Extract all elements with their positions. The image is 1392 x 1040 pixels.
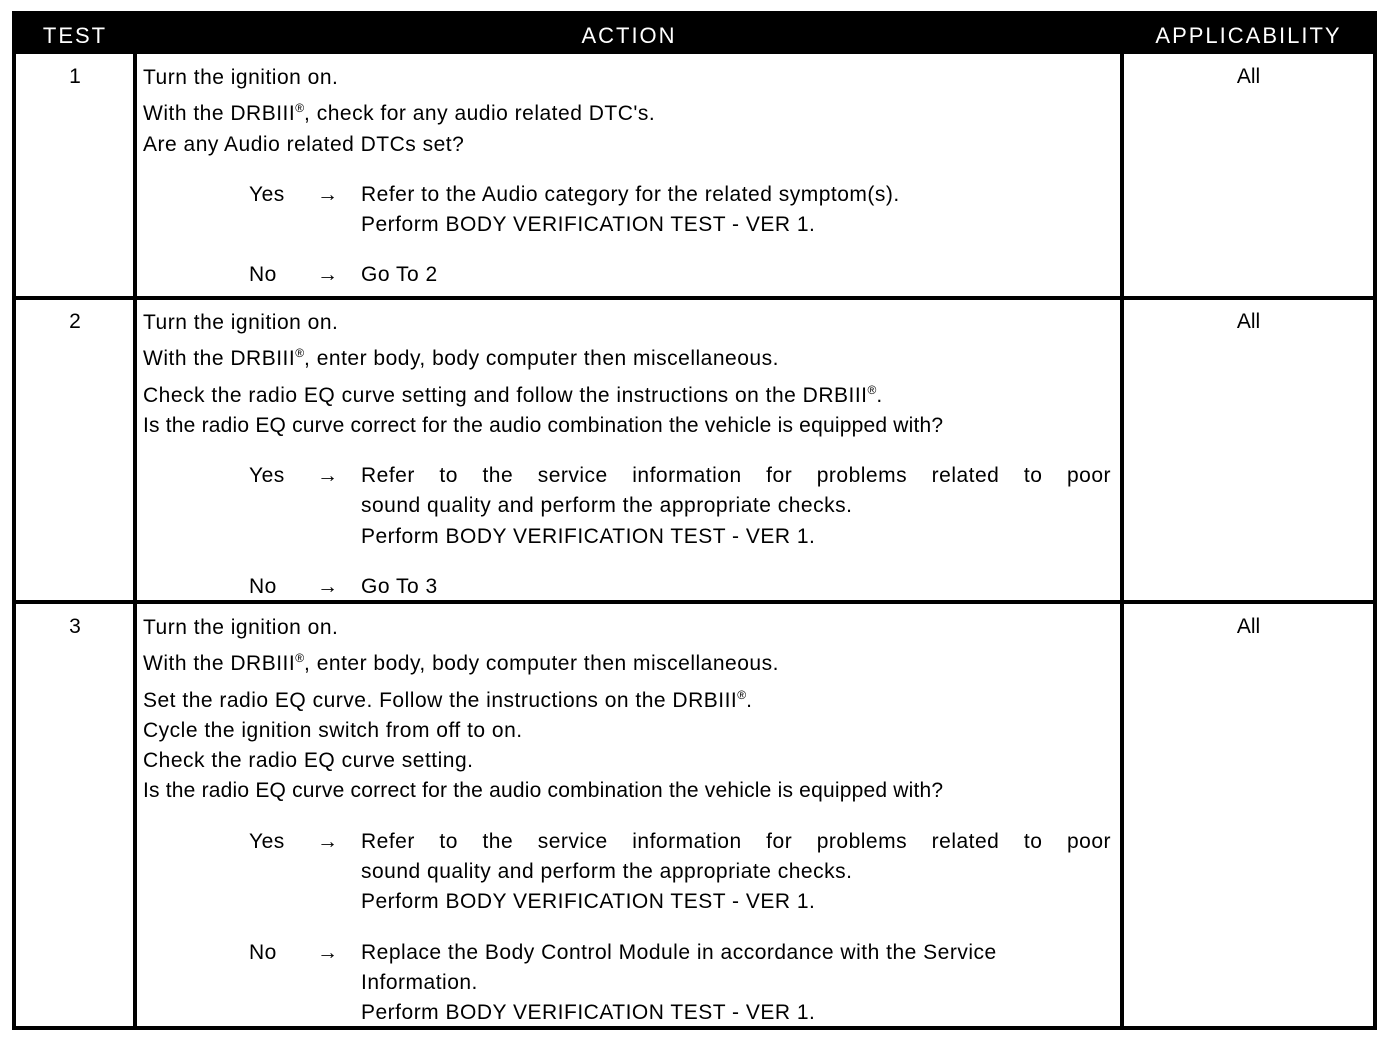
no-answer <box>143 260 1118 290</box>
instruction-line: Replace the Body Control Module in accordance with the Service <box>361 940 997 964</box>
column-divider <box>1120 54 1124 1026</box>
action-line: Is the radio EQ curve correct for the audio combination the vehicle is equipped with? <box>143 413 944 437</box>
action-line: With the DRBIII®, check for any audio related DTC's. <box>143 101 656 126</box>
action-line: Set the radio EQ curve. Follow the instructions on the DRBIII®. <box>143 687 753 712</box>
arrow-icon: → <box>317 182 339 206</box>
action-line: With the DRBIII®, enter body, body computer then miscellaneous. <box>143 346 779 371</box>
yes-instructions <box>361 180 1111 241</box>
registered-mark: ® <box>295 346 305 361</box>
no-instructions <box>361 260 1111 290</box>
applicability-value: All <box>1236 65 1261 88</box>
action-line: Turn the ignition on. <box>143 66 339 89</box>
instruction-line: sound quality and perform the appropriate checks. <box>361 860 853 884</box>
action-line: Are any Audio related DTCs set? <box>143 132 465 156</box>
table-header <box>16 15 1373 54</box>
no-label: No <box>249 575 277 599</box>
action-line: Turn the ignition on. <box>143 311 339 334</box>
test-number: 3 <box>69 615 81 638</box>
arrow-icon: → <box>317 575 339 599</box>
yes-answer <box>143 461 1118 552</box>
yes-label: Yes <box>249 182 285 206</box>
no-label: No <box>249 263 277 287</box>
row-divider <box>16 296 1373 300</box>
yes-answer <box>143 180 1118 241</box>
yes-label: Yes <box>249 829 285 853</box>
no-label: No <box>249 940 277 964</box>
registered-mark: ® <box>295 101 305 116</box>
action-cell <box>143 613 1118 1029</box>
action-line: Check the radio EQ curve setting and follow the instructions on the DRBIII®. <box>143 382 883 407</box>
instruction-line: Perform BODY VERIFICATION TEST - VER 1. <box>361 1001 816 1025</box>
action-line: Is the radio EQ curve correct for the audio combination the vehicle is equipped with? <box>143 779 944 803</box>
arrow-icon: → <box>317 829 339 853</box>
test-number: 1 <box>69 65 81 88</box>
action-line: Cycle the ignition switch from off to on. <box>143 718 523 742</box>
yes-label: Yes <box>249 464 285 488</box>
no-answer <box>143 938 1118 1029</box>
action-line: With the DRBIII®, enter body, body computer then miscellaneous. <box>143 651 779 676</box>
yes-instructions <box>361 827 1111 918</box>
instruction-line: Perform BODY VERIFICATION TEST - VER 1. <box>361 213 816 237</box>
action-cell <box>143 308 1118 602</box>
arrow-icon: → <box>317 263 339 287</box>
diagnostic-table <box>12 11 1377 1030</box>
action-cell <box>143 63 1118 291</box>
action-line: Check the radio EQ curve setting. <box>143 749 474 773</box>
instruction-line: Perform BODY VERIFICATION TEST - VER 1. <box>361 524 816 548</box>
arrow-icon: → <box>317 464 339 488</box>
action-line: Turn the ignition on. <box>143 616 339 639</box>
instruction-line: Refer to the Audio category for the related symptom(s). <box>361 182 900 206</box>
no-instructions <box>361 938 1111 1029</box>
header-action: ACTION <box>581 23 677 48</box>
yes-instructions <box>361 461 1111 552</box>
instruction-line: Refer to the service information for problems related to poor <box>361 464 1111 488</box>
no-answer <box>143 572 1118 602</box>
test-number: 2 <box>69 310 81 333</box>
instruction-line: sound quality and perform the appropriate checks. <box>361 494 853 518</box>
applicability-value: All <box>1236 310 1261 333</box>
registered-mark: ® <box>867 382 877 397</box>
header-test: TEST <box>42 23 108 48</box>
registered-mark: ® <box>295 651 305 666</box>
registered-mark: ® <box>737 687 747 702</box>
arrow-icon: → <box>317 940 339 964</box>
instruction-line: Refer to the service information for problems related to poor <box>361 829 1111 853</box>
instruction-line: Go To 3 <box>361 575 438 599</box>
applicability-value: All <box>1236 615 1261 638</box>
column-divider <box>133 54 137 1026</box>
no-instructions <box>361 572 1111 602</box>
instruction-line: Information. <box>361 970 478 994</box>
header-applicability: APPLICABILITY <box>1155 23 1342 48</box>
instruction-line: Perform BODY VERIFICATION TEST - VER 1. <box>361 890 816 914</box>
yes-answer <box>143 827 1118 918</box>
instruction-line: Go To 2 <box>361 263 438 287</box>
